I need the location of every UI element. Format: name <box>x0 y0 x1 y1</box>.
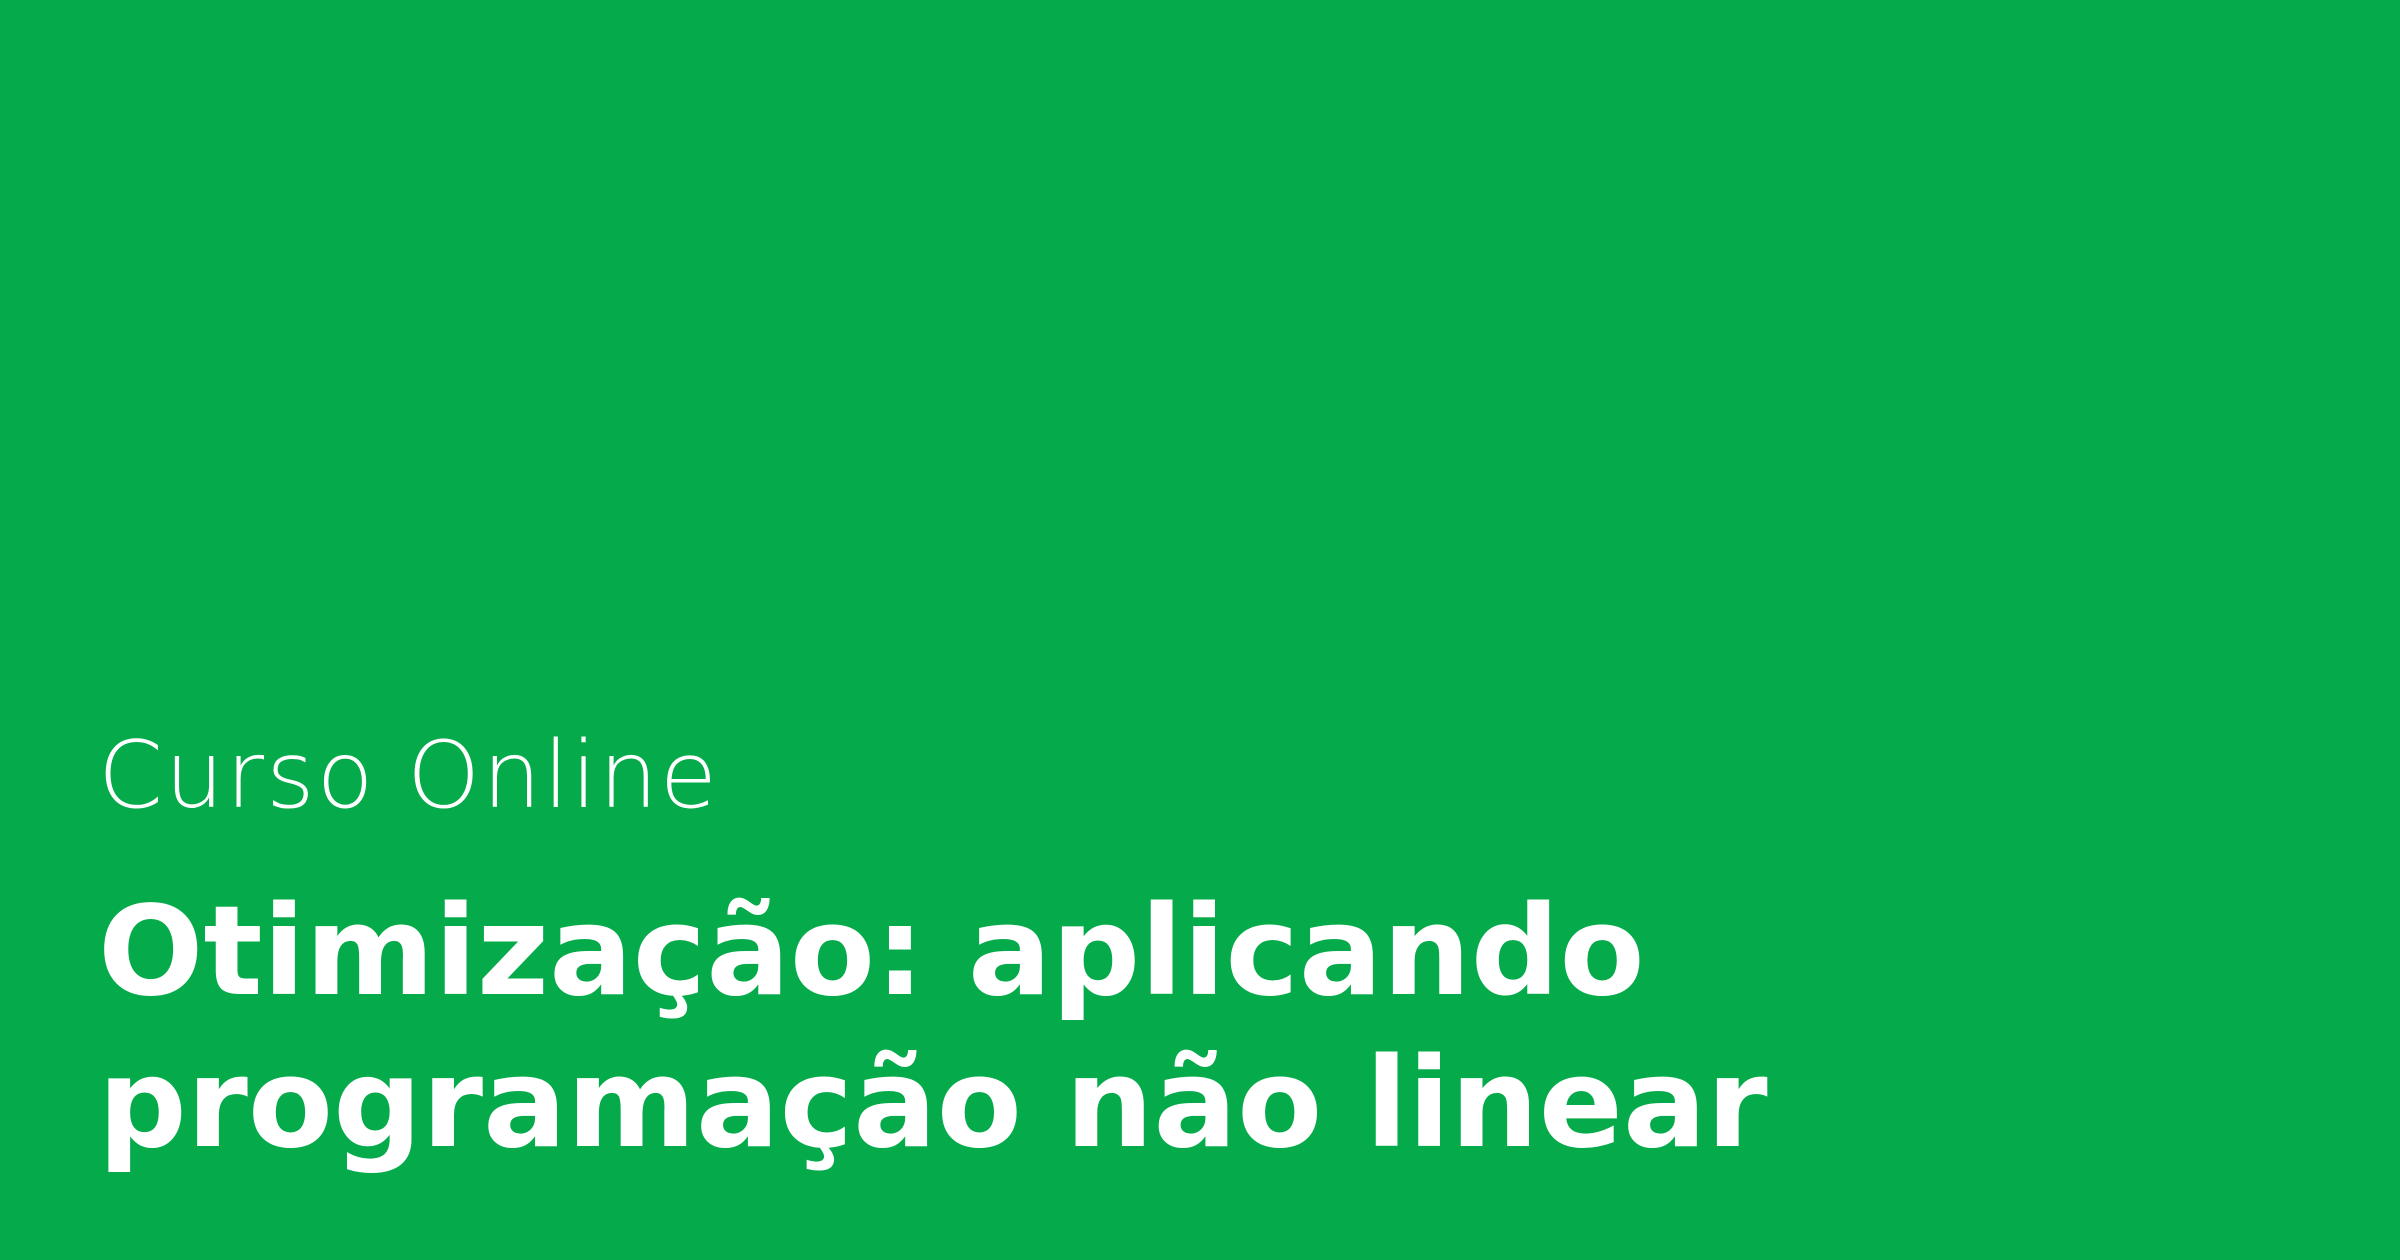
course-title-line-1: Otimização: aplicando <box>98 879 1645 1024</box>
banner-content <box>98 720 2298 1180</box>
course-type-label: Curso Online <box>98 721 720 829</box>
course-title-line-2: programação não linear <box>98 1031 1768 1176</box>
course-title <box>98 876 2298 1180</box>
